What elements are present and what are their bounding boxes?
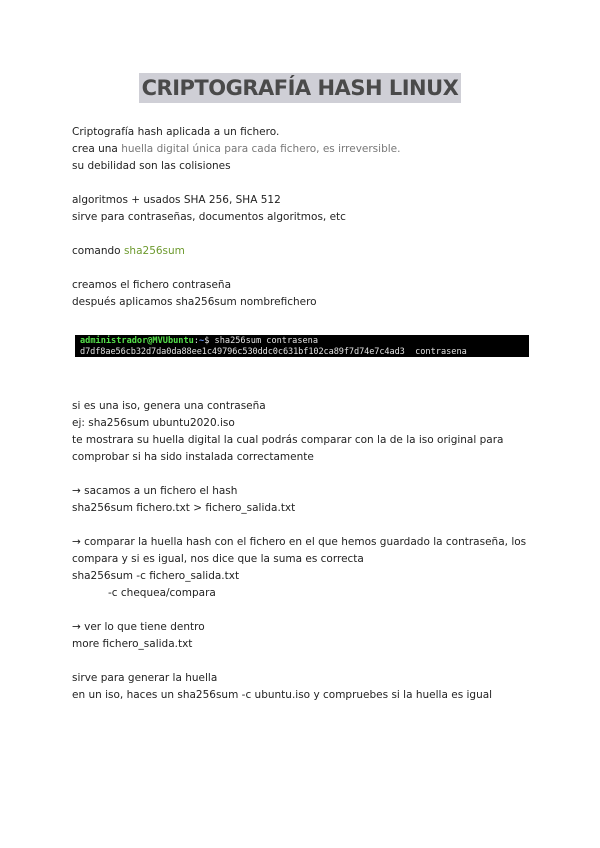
intro-line-1: Criptografía hash aplicada a un fichero. bbox=[72, 126, 280, 138]
spacer bbox=[72, 226, 542, 243]
intro-line-2-prefix: crea una bbox=[72, 143, 122, 155]
iso-line-3: te mostrara su huella digital la cual podrás comparar con la de la iso original para bbox=[72, 434, 504, 446]
view-line-2: more fichero_salida.txt bbox=[72, 638, 193, 650]
intro-line-2-highlight: huella digital única para cada fichero, es irreversible. bbox=[121, 143, 401, 155]
terminal-path: ~ bbox=[199, 336, 205, 346]
steps-line-2: después aplicamos sha256sum nombrefichero bbox=[72, 296, 317, 308]
page-title: CRIPTOGRAFÍA HASH LINUX bbox=[139, 73, 462, 103]
terminal-user: administrador@MVUbuntu bbox=[80, 336, 194, 346]
terminal-file: contrasena bbox=[404, 346, 467, 357]
spacer bbox=[72, 175, 542, 192]
compare-line-1: → comparar la huella hash con el fichero en el que hemos guardado la contraseña, los bbox=[72, 536, 527, 548]
command-name: sha256sum bbox=[123, 245, 185, 257]
terminal-command: $ sha256sum contrasena bbox=[204, 336, 319, 346]
spacer bbox=[72, 466, 542, 483]
compare-line-3: sha256sum -c fichero_salida.txt bbox=[72, 570, 240, 582]
terminal-screenshot bbox=[75, 335, 529, 357]
spacer bbox=[72, 653, 542, 670]
intro-line-2 bbox=[72, 141, 542, 158]
intro-line-3: su debilidad son las colisiones bbox=[72, 160, 231, 172]
algos-line-2: sirve para contraseñas, documentos algoritmos, etc bbox=[72, 211, 346, 223]
spacer bbox=[72, 517, 542, 534]
save-line-1: → sacamos a un fichero el hash bbox=[72, 485, 238, 497]
command-prefix: comando bbox=[72, 245, 124, 257]
iso-line-2: ej: sha256sum ubuntu2020.iso bbox=[72, 417, 235, 429]
command-line bbox=[72, 243, 542, 260]
usage-line-1: sirve para generar la huella bbox=[72, 672, 218, 684]
compare-line-2: compara y si es igual, nos dice que la suma es correcta bbox=[72, 553, 364, 565]
spacer bbox=[72, 602, 542, 619]
compare-line-4: -c chequea/compara bbox=[108, 587, 216, 599]
steps-line-1: creamos el fichero contraseña bbox=[72, 279, 232, 291]
terminal-prompt-line bbox=[80, 336, 529, 347]
spacer bbox=[72, 260, 542, 277]
content-top bbox=[72, 124, 542, 311]
title-wrap bbox=[0, 73, 600, 103]
iso-line-1: si es una iso, genera una contraseña bbox=[72, 400, 266, 412]
iso-line-4: comprobar si ha sido instalada correctamente bbox=[72, 451, 314, 463]
content-bottom bbox=[72, 398, 542, 704]
algos-line-1: algoritmos + usados SHA 256, SHA 512 bbox=[72, 194, 281, 206]
usage-line-2: en un iso, haces un sha256sum -c ubuntu.iso y compruebes si la huella es igual bbox=[72, 689, 493, 701]
view-line-1: → ver lo que tiene dentro bbox=[72, 621, 205, 633]
terminal-hash: d7df8ae56cb32d7da0da88ee1c49796c530ddc0c631bf102ca89f7d74e7c4ad3 bbox=[80, 346, 405, 357]
terminal-sep: : bbox=[193, 336, 200, 346]
terminal-output-line bbox=[80, 347, 529, 358]
save-line-2: sha256sum fichero.txt > fichero_salida.txt bbox=[72, 502, 296, 514]
